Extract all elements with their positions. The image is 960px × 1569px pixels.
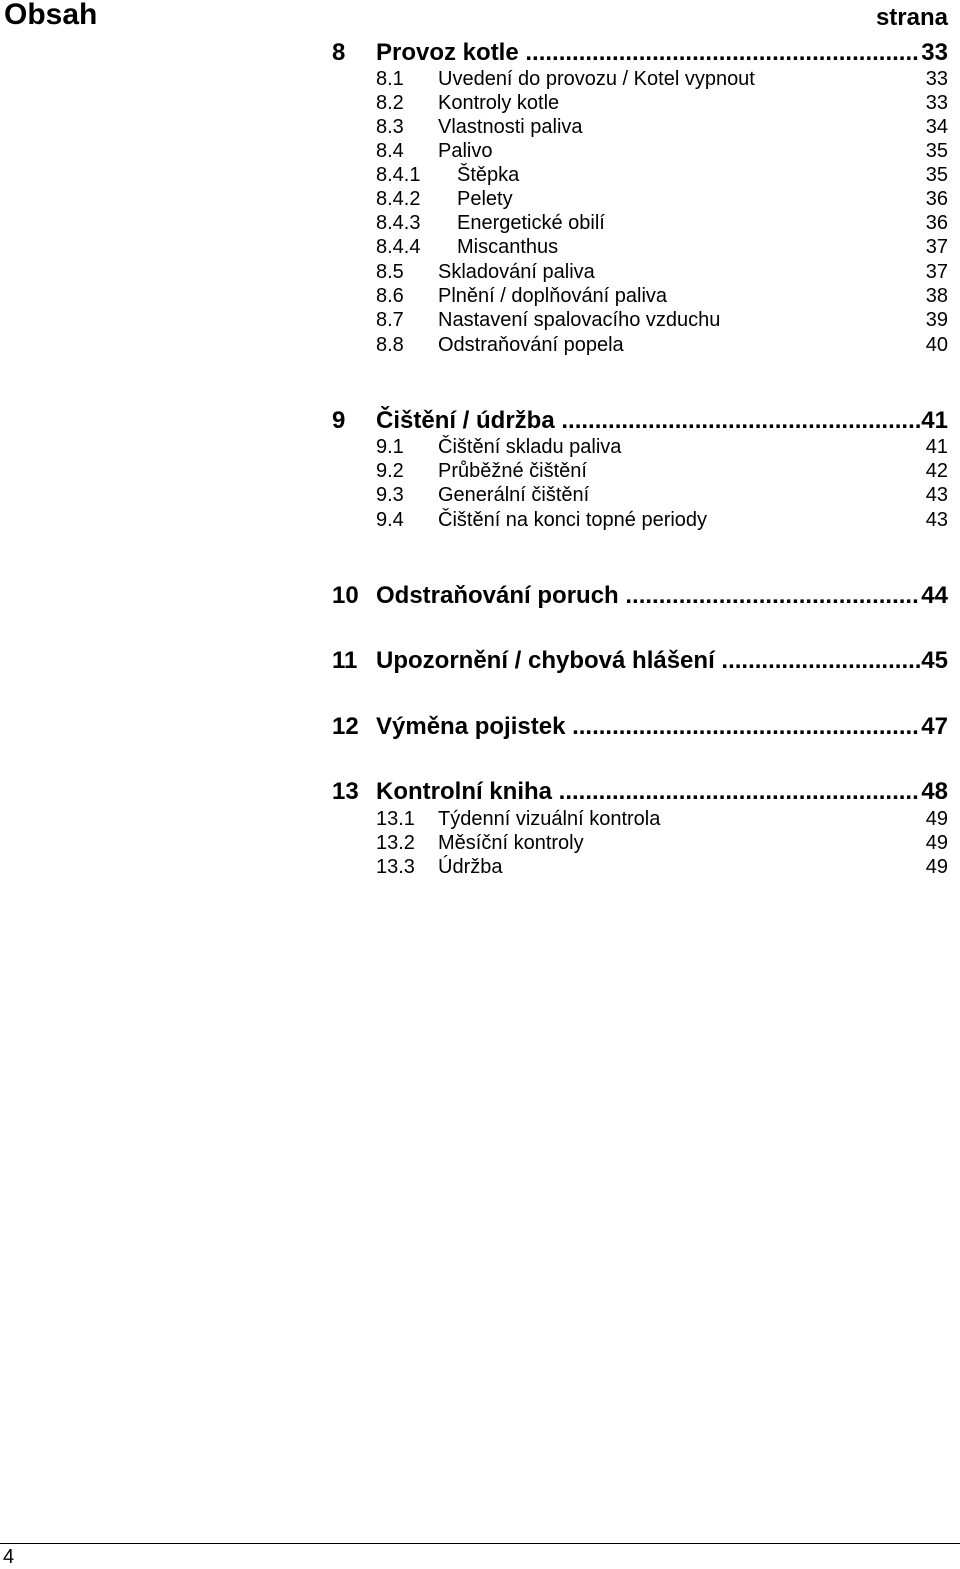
toc-entry-8-5[interactable] xyxy=(0,260,960,284)
toc-entry-9-4[interactable] xyxy=(0,508,960,532)
toc-entry-title: Nastavení spalovacího vzduchu xyxy=(438,309,721,331)
toc-entry-11[interactable] xyxy=(0,645,960,677)
toc-entry-number: 10 xyxy=(332,582,359,609)
toc-entry-number: 9.2 xyxy=(376,460,404,482)
toc-entry-title: Čištění skladu paliva xyxy=(438,436,622,458)
toc-entry-title: Palivo xyxy=(438,140,493,162)
toc-entry-page: 37 xyxy=(925,236,948,258)
toc-entry-8-7[interactable] xyxy=(0,308,960,332)
toc-entry-8-6[interactable] xyxy=(0,284,960,308)
toc-entry-title: Uvedení do provozu / Kotel vypnout xyxy=(438,68,755,90)
toc-entry-title: Průběžné čištění xyxy=(438,460,587,482)
toc-entry-number: 9.3 xyxy=(376,484,404,506)
toc-entry-number: 9.4 xyxy=(376,509,404,531)
toc-entry-page: 35 xyxy=(925,164,948,186)
toc-entry-page: 47 xyxy=(920,711,948,743)
page-number: 4 xyxy=(3,1546,15,1568)
toc-entry-page: 37 xyxy=(925,261,948,283)
toc-entry-number: 13.3 xyxy=(376,856,415,878)
toc-entry-title: Skladování paliva xyxy=(438,261,595,283)
toc-entry-title: Vlastnosti paliva xyxy=(438,116,583,138)
toc-entry-title: Štěpka xyxy=(457,164,520,186)
toc-entry-8[interactable] xyxy=(0,37,960,69)
toc-entry-8-1[interactable] xyxy=(0,67,960,91)
toc-entry-number: 8.4 xyxy=(376,140,404,162)
toc-entry-8-3[interactable] xyxy=(0,115,960,139)
toc-entry-title: Pelety xyxy=(457,188,513,210)
toc-entry-title: Údržba xyxy=(438,856,503,878)
page-column-header: strana xyxy=(875,4,948,31)
toc-entry-number: 9.1 xyxy=(376,436,404,458)
toc-entry-page: 49 xyxy=(925,832,948,854)
toc-entry-page: 39 xyxy=(925,309,948,331)
toc-entry-title: Týdenní vizuální kontrola xyxy=(438,808,661,830)
toc-entry-page: 41 xyxy=(920,405,948,437)
toc-entry-page: 43 xyxy=(925,484,948,506)
toc-entry-10[interactable] xyxy=(0,580,960,612)
toc-entry-number: 8.4.3 xyxy=(376,212,421,234)
toc-entry-number: 8.6 xyxy=(376,285,404,307)
toc-entry-number: 13.2 xyxy=(376,832,415,854)
toc-entry-number: 8.7 xyxy=(376,309,404,331)
toc-entry-number: 13 xyxy=(332,778,359,805)
toc-entry-9[interactable] xyxy=(0,405,960,437)
toc-entry-number: 8.4.2 xyxy=(376,188,421,210)
toc-entry-title: Provoz kotle ..... xyxy=(376,37,948,69)
toc-entry-8-8[interactable] xyxy=(0,333,960,357)
toc-entry-number: 12 xyxy=(332,713,359,740)
toc-entry-8-4-2[interactable] xyxy=(0,187,960,211)
toc-entry-12[interactable] xyxy=(0,711,960,743)
toc-entry-title: Čištění na konci topné periody xyxy=(438,509,708,531)
toc-entry-title: Miscanthus xyxy=(457,236,559,258)
toc-entry-page: 42 xyxy=(925,460,948,482)
toc-entry-title: Upozornění / chybová hlášení ..... xyxy=(376,645,948,677)
toc-entry-8-4[interactable] xyxy=(0,139,960,163)
toc-entry-title: Generální čištění xyxy=(438,484,590,506)
toc-entry-number: 8.5 xyxy=(376,261,404,283)
toc-entry-9-1[interactable] xyxy=(0,435,960,459)
toc-entry-number: 8.1 xyxy=(376,68,404,90)
toc-entry-8-4-3[interactable] xyxy=(0,211,960,235)
toc-entry-number: 8.3 xyxy=(376,116,404,138)
toc-entry-title: Čištění / údržba ..... xyxy=(376,405,948,437)
footer-divider xyxy=(0,1543,960,1544)
toc-entry-9-3[interactable] xyxy=(0,483,960,507)
toc-entry-title: Kontrolní kniha ..... xyxy=(376,776,948,808)
toc-entry-title: Odstraňování popela xyxy=(438,334,624,356)
toc-entry-page: 34 xyxy=(925,116,948,138)
toc-entry-13-2[interactable] xyxy=(0,831,960,855)
toc-entry-8-4-1[interactable] xyxy=(0,163,960,187)
toc-entry-title: Výměna pojistek ..... xyxy=(376,711,948,743)
toc-entry-page: 43 xyxy=(925,509,948,531)
toc-entry-title: Měsíční kontroly xyxy=(438,832,584,854)
toc-entry-number: 8.4.1 xyxy=(376,164,421,186)
toc-entry-page: 40 xyxy=(925,334,948,356)
toc-entry-title: Plnění / doplňování paliva xyxy=(438,285,668,307)
toc-entry-13-3[interactable] xyxy=(0,855,960,879)
toc-entry-9-2[interactable] xyxy=(0,459,960,483)
toc-entry-page: 33 xyxy=(920,37,948,69)
toc-entry-page: 33 xyxy=(925,68,948,90)
toc-entry-page: 36 xyxy=(925,188,948,210)
toc-entry-number: 11 xyxy=(332,647,358,674)
toc-entry-page: 49 xyxy=(925,856,948,878)
toc-entry-title: Kontroly kotle xyxy=(438,92,560,114)
toc-entry-13-1[interactable] xyxy=(0,807,960,831)
toc-entry-title: Energetické obilí xyxy=(457,212,605,234)
toc-entry-number: 8.8 xyxy=(376,334,404,356)
toc-entry-page: 48 xyxy=(920,776,948,808)
toc-entry-number: 8 xyxy=(332,39,346,66)
toc-entry-page: 49 xyxy=(925,808,948,830)
toc-entry-number: 8.4.4 xyxy=(376,236,421,258)
toc-entry-8-4-4[interactable] xyxy=(0,235,960,259)
toc-entry-page: 33 xyxy=(925,92,948,114)
toc-entry-page: 44 xyxy=(920,580,948,612)
page-title: Obsah xyxy=(4,0,98,31)
toc-entry-title: Odstraňování poruch ..... xyxy=(376,580,948,612)
toc-entry-page: 41 xyxy=(925,436,948,458)
toc-entry-number: 8.2 xyxy=(376,92,404,114)
toc-entry-8-2[interactable] xyxy=(0,91,960,115)
toc-entry-page: 36 xyxy=(925,212,948,234)
toc-entry-page: 45 xyxy=(920,645,948,677)
toc-entry-13[interactable] xyxy=(0,776,960,808)
toc-entry-number: 9 xyxy=(332,407,346,434)
toc-entry-number: 13.1 xyxy=(376,808,415,830)
toc-entry-page: 38 xyxy=(925,285,948,307)
toc-entry-page: 35 xyxy=(925,140,948,162)
